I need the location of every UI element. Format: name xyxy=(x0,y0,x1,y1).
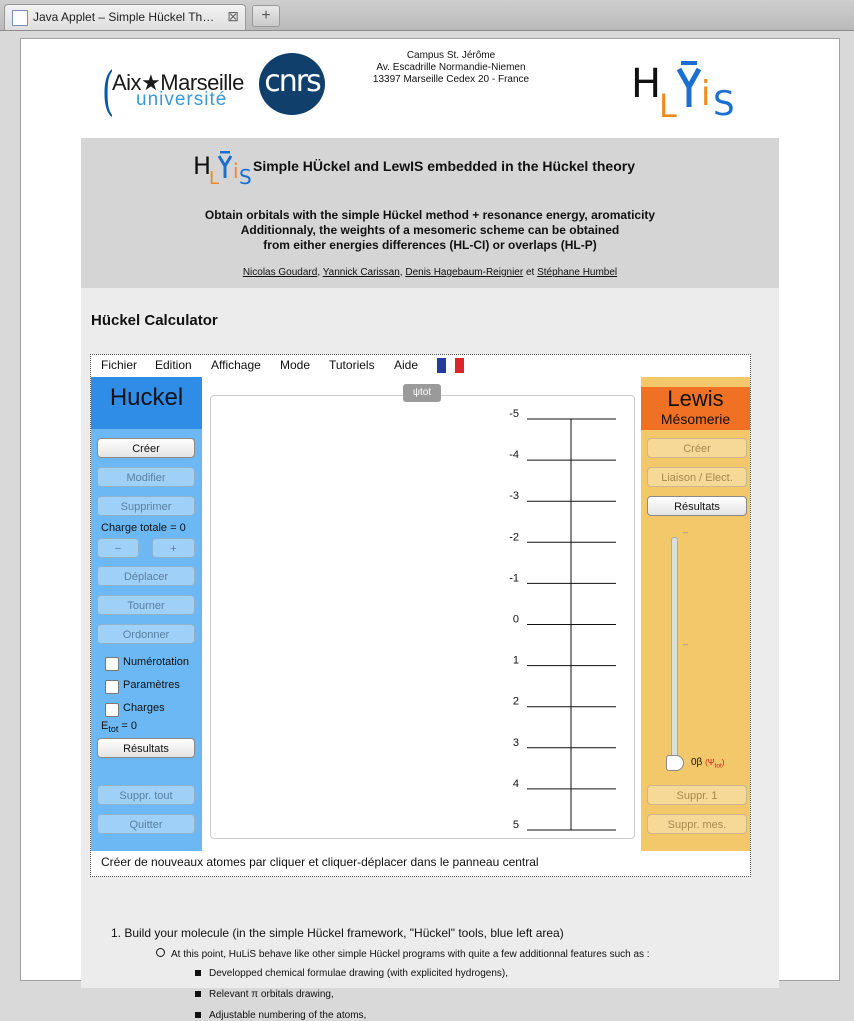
content-area xyxy=(81,288,779,1021)
slider-value-label xyxy=(691,757,725,770)
subtitle-line: from either energies differences (HL-CI) or overlaps (HL-P) xyxy=(263,238,597,252)
lewis-header xyxy=(641,387,750,430)
list-item: Adjustable numbering of the atoms, xyxy=(209,1010,367,1021)
slider-tick: – xyxy=(683,527,689,537)
energy-level-label: 2 xyxy=(512,695,519,708)
hulis-small-logo xyxy=(193,150,252,189)
menu-aide[interactable]: Aide xyxy=(394,358,419,372)
lewis-title: Lewis xyxy=(667,386,724,411)
parametres-label: Paramètres xyxy=(123,679,180,691)
etot-e: E xyxy=(101,720,109,732)
status-bar: Créer de nouveaux atomes par cliquer et cliquer-déplacer dans le panneau central xyxy=(101,855,539,869)
parametres-checkbox[interactable] xyxy=(105,680,119,694)
author-link[interactable]: Nicolas Goudard xyxy=(242,267,318,278)
new-tab-button[interactable]: + xyxy=(252,5,280,27)
energy-level-label: -2 xyxy=(509,531,519,544)
energy-level-label: 1 xyxy=(512,654,519,667)
mesomer-slider-thumb[interactable] xyxy=(666,755,684,771)
energy-level-label: 3 xyxy=(512,736,519,749)
square-bullet-icon xyxy=(195,970,201,976)
slider-value: 0β xyxy=(691,757,703,768)
page xyxy=(20,38,840,1021)
french-flag-icon[interactable] xyxy=(437,358,465,373)
energy-level-label: -5 xyxy=(509,408,519,420)
quitter-button[interactable]: Quitter xyxy=(97,814,195,834)
svg-text:i: i xyxy=(233,159,239,183)
charges-label: Charges xyxy=(123,702,165,714)
square-bullet-icon xyxy=(195,991,201,997)
hulis-logo xyxy=(631,59,741,125)
lewis-creer-button[interactable]: Créer xyxy=(647,438,747,458)
svg-text:L: L xyxy=(209,168,220,189)
energy-diagram xyxy=(211,396,634,838)
numerotation-checkbox[interactable] xyxy=(105,657,119,671)
svg-text:S: S xyxy=(239,165,252,189)
psi-tot-label xyxy=(705,758,725,770)
etot-value: = 0 xyxy=(118,720,138,732)
subtitle xyxy=(81,208,779,253)
ordonner-button[interactable]: Ordonner xyxy=(97,624,195,644)
address xyxy=(351,50,551,86)
circle-bullet-icon xyxy=(156,948,165,957)
huckel-panel xyxy=(91,377,202,851)
supprimer-button[interactable]: Supprimer xyxy=(97,496,195,516)
browser-tab-bar xyxy=(0,0,854,31)
psi-sub: tot xyxy=(714,762,722,770)
lewis-resultats-button[interactable]: Résultats xyxy=(647,496,747,516)
author-link[interactable]: Stéphane Humbel xyxy=(537,267,618,278)
charge-minus-button[interactable]: − xyxy=(97,538,139,558)
energy-level-label: 5 xyxy=(512,819,519,831)
slider-tick: – xyxy=(683,639,689,649)
psi-text: (Ψ xyxy=(705,758,715,767)
huckel-header: Huckel xyxy=(91,377,202,429)
psi-close: ) xyxy=(721,758,725,767)
suppr-mes-button[interactable]: Suppr. mes. xyxy=(647,814,747,834)
address-line: 13397 Marseille Cedex 20 - France xyxy=(372,74,530,85)
amu-logo-subtext: université xyxy=(136,89,228,110)
amu-logo-text: Aix★Marseille xyxy=(112,70,244,95)
energy-level-label: -1 xyxy=(509,572,519,585)
menu-tutoriels[interactable]: Tutoriels xyxy=(329,358,375,372)
modifier-button[interactable]: Modifier xyxy=(97,467,195,487)
browser-tab[interactable] xyxy=(4,4,246,30)
svg-text:H: H xyxy=(631,61,662,107)
square-bullet-icon xyxy=(195,1012,201,1018)
energy-level-label: 4 xyxy=(512,777,519,790)
menu-affichage[interactable]: Affichage xyxy=(211,358,261,372)
suppr-tout-button[interactable]: Suppr. tout xyxy=(97,785,195,805)
list-item: Developped chemical formulae drawing (with explicited hydrogens), xyxy=(209,968,509,979)
menu-fichier[interactable]: Fichier xyxy=(101,358,138,372)
section-title: Hückel Calculator xyxy=(91,312,218,329)
address-line: Campus St. Jérôme xyxy=(406,50,496,61)
resultats-button[interactable]: Résultats xyxy=(97,738,195,758)
svg-text:S: S xyxy=(713,84,735,124)
drawing-canvas[interactable] xyxy=(210,387,635,839)
subtitle-line: Obtain orbitals with the simple Hückel method + resonance energy, aromaticity xyxy=(204,208,656,222)
author-link[interactable]: Yannick Carissan xyxy=(322,267,400,278)
menu-edition[interactable]: Edition xyxy=(155,358,192,372)
charge-plus-button[interactable]: + xyxy=(152,538,195,558)
etot-sub: tot xyxy=(108,724,119,735)
suppr-1-button[interactable]: Suppr. 1 xyxy=(647,785,747,805)
separator: et xyxy=(525,267,535,278)
applet-menubar xyxy=(91,355,750,377)
liaison-elect-button[interactable]: Liaison / Elect. xyxy=(647,467,747,487)
separator: , xyxy=(317,267,321,278)
page-title: Simple HÜckel and LewIS embedded in the Hückel theory xyxy=(253,158,635,174)
separator: , xyxy=(399,267,403,278)
address-line: Av. Escadrille Normandie-Niemen xyxy=(376,62,526,73)
aix-marseille-logo xyxy=(98,62,244,122)
energy-level-label: 0 xyxy=(512,613,519,626)
svg-text:L: L xyxy=(659,87,677,125)
amu-paren-icon: ( xyxy=(102,62,115,122)
svg-text:H: H xyxy=(193,152,212,180)
svg-text:i: i xyxy=(701,74,711,114)
psi-tot-tab[interactable]: ψtot xyxy=(403,384,441,402)
tourner-button[interactable]: Tourner xyxy=(97,595,195,615)
charge-totale-label: Charge totale = 0 xyxy=(101,522,186,534)
menu-mode[interactable]: Mode xyxy=(280,358,311,372)
energy-level-label: -3 xyxy=(509,490,519,503)
author-link[interactable]: Denis Hagebaum-Reignier xyxy=(405,267,524,278)
mesomerie-title: Mésomerie xyxy=(660,411,731,427)
lewis-panel xyxy=(641,377,750,851)
energy-level-label: -4 xyxy=(509,449,519,462)
list-item: 1. Build your molecule (in the simple Hückel framework, "Hückel" tools, blue left area) xyxy=(111,926,564,940)
list-item: At this point, HuLiS behave like other simple Hückel programs with quite a few additionnal features such as : xyxy=(171,949,650,960)
creer-button[interactable]: Créer xyxy=(97,438,195,458)
cnrs-logo: cnrs xyxy=(259,53,325,115)
title-box xyxy=(81,138,779,288)
etot-label xyxy=(101,720,137,734)
charges-checkbox[interactable] xyxy=(105,703,119,717)
huckel-applet xyxy=(90,354,751,877)
java-favicon-icon xyxy=(12,10,28,26)
deplacer-button[interactable]: Déplacer xyxy=(97,566,195,586)
numerotation-label: Numérotation xyxy=(123,656,190,668)
subtitle-line: Additionnaly, the weights of a mesomeric scheme can be obtained xyxy=(240,223,620,237)
tab-title: Java Applet – Simple Hückel Th… xyxy=(33,10,215,24)
authors xyxy=(81,267,779,278)
mesomer-slider-track[interactable] xyxy=(671,537,678,769)
tab-close-icon[interactable]: ⊠ xyxy=(227,8,239,24)
list-item: Relevant π orbitals drawing, xyxy=(209,989,334,1000)
